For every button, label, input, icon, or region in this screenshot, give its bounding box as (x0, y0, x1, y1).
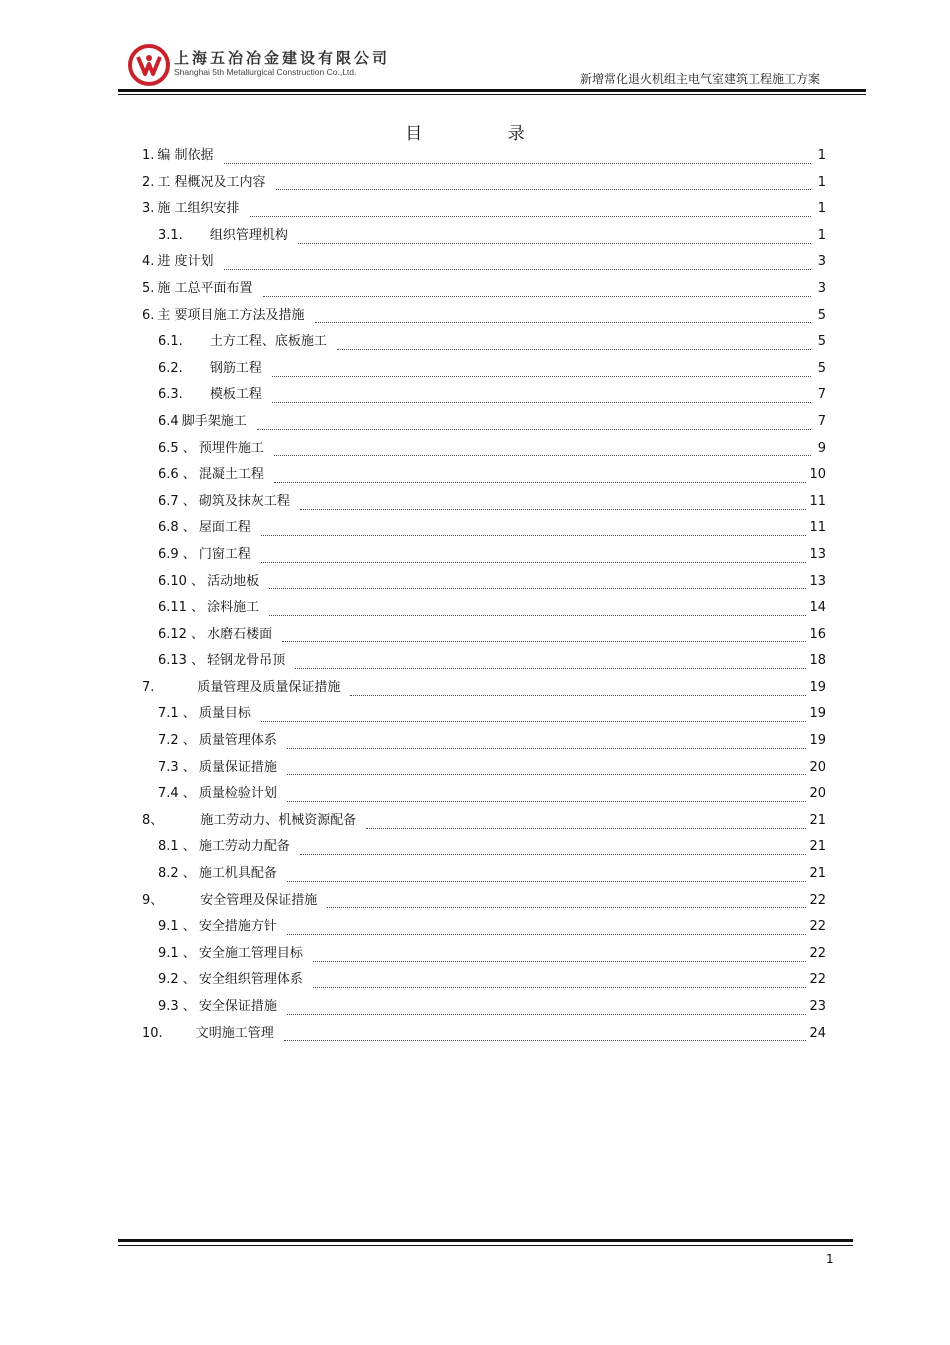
toc-entry[interactable] (142, 808, 826, 835)
toc-entry[interactable] (142, 382, 826, 409)
toc-title: 目 录 (405, 124, 565, 144)
toc-entry-number: 3.1. (158, 227, 183, 243)
toc-dot-leader (315, 314, 811, 323)
toc-entry[interactable] (142, 249, 826, 276)
toc-entry[interactable] (142, 994, 826, 1021)
toc-entry-number: 9.2 、 (158, 972, 196, 988)
toc-entry[interactable] (142, 409, 826, 436)
toc-entry-label: 安全保证措施 (198, 999, 277, 1014)
toc-entry-number: 8.1 、 (158, 839, 196, 855)
toc-dot-leader (287, 766, 807, 775)
toc-entry-page: 13 (809, 573, 826, 589)
company-name-en: Shanghai 5th Metallurgical Construction Co.,Ltd. (174, 67, 357, 77)
toc-entry-page: 1 (817, 227, 826, 243)
toc-entry-label: 质量管理体系 (198, 733, 277, 749)
toc-entry-number: 6.4 (158, 413, 179, 429)
toc-dot-leader (269, 607, 806, 616)
toc-entry[interactable] (142, 1021, 826, 1048)
toc-entry-page: 11 (809, 520, 826, 536)
toc-entry-number: 3. (142, 201, 155, 217)
toc-entry-page: 21 (809, 866, 826, 882)
toc-dot-leader (250, 208, 811, 217)
toc-entry-page: 7 (817, 387, 826, 403)
toc-entry-page: 7 (817, 413, 826, 429)
toc-entry-label: 安全措施方针 (198, 919, 277, 935)
toc-dot-leader (313, 953, 807, 962)
toc-entry-page: 3 (817, 280, 826, 296)
toc-entry-number: 8.2 、 (158, 866, 196, 882)
toc-entry[interactable] (142, 143, 826, 170)
page-header (0, 0, 950, 100)
toc-entry-label: 模板工程 (209, 387, 262, 403)
toc-entry-number: 6.2. (158, 360, 183, 376)
toc-entry-page: 21 (809, 839, 826, 855)
toc-entry-label: 水磨石楼面 (207, 626, 273, 642)
toc-entry-number: 6.7 、 (158, 493, 196, 509)
toc-entry[interactable] (142, 967, 826, 994)
toc-entry-label: 混凝土工程 (198, 467, 264, 483)
toc-entry[interactable] (142, 728, 826, 755)
toc-dot-leader (269, 580, 806, 589)
toc-dot-leader (300, 846, 807, 855)
toc-dot-leader (313, 979, 807, 988)
toc-entry[interactable] (142, 542, 826, 569)
toc-entry-page: 22 (809, 919, 826, 935)
toc-entry[interactable] (142, 755, 826, 782)
toc-entry[interactable] (142, 834, 826, 861)
toc-dot-leader (261, 554, 807, 563)
toc-entry[interactable] (142, 781, 826, 808)
toc-entry-label: 轻钢龙骨吊顶 (207, 653, 286, 669)
toc-dot-leader (287, 740, 807, 749)
toc-entry-label: 预埋件施工 (198, 440, 264, 456)
toc-dot-leader (287, 1006, 807, 1015)
toc-entry-label: 编 制依据 (157, 148, 214, 163)
toc-entry-page: 5 (817, 360, 826, 376)
toc-dot-leader (272, 394, 811, 403)
toc-entry-label: 施 工组织安排 (157, 201, 240, 217)
toc-entry-page: 23 (809, 999, 826, 1014)
toc-entry-label: 质量目标 (198, 706, 251, 722)
document-title: 新增常化退火机组主电气室建筑工程施工方案 (579, 72, 820, 86)
toc-entry-number: 5. (142, 280, 155, 296)
toc-entry-label: 安全施工管理目标 (198, 945, 303, 961)
toc-entry-page: 19 (809, 706, 826, 722)
toc-entry[interactable] (142, 329, 826, 356)
toc-entry[interactable] (142, 515, 826, 542)
toc-dot-leader (298, 235, 811, 244)
toc-entry-label: 主 要项目施工方法及措施 (157, 307, 305, 323)
toc-entry-page: 1 (817, 201, 826, 217)
toc-entry-number: 9.3 、 (158, 999, 196, 1014)
toc-entry-label: 组织管理机构 (209, 227, 288, 243)
toc-entry[interactable] (142, 914, 826, 941)
toc-entry-label: 施工劳动力配备 (198, 839, 290, 855)
toc-dot-leader (350, 687, 806, 696)
toc-entry[interactable] (142, 622, 826, 649)
toc-entry-number: 6. (142, 307, 155, 323)
toc-entry-number: 7.4 、 (158, 786, 196, 802)
toc-entry-page: 1 (817, 148, 826, 163)
toc-entry-page: 3 (817, 254, 826, 270)
toc-dot-leader (287, 873, 807, 882)
toc-entry-label: 质量管理及质量保证措施 (197, 679, 341, 695)
toc-dot-leader (276, 181, 811, 190)
toc-entry-number: 6.10 、 (158, 573, 205, 589)
company-logo-icon (128, 44, 170, 86)
toc-entry-page: 10 (809, 467, 826, 483)
toc-entry-label: 文明施工管理 (195, 1025, 274, 1041)
footer-rule-thick (118, 1239, 853, 1242)
toc-entry-page: 22 (809, 892, 826, 908)
toc-entry[interactable] (142, 941, 826, 968)
toc-entry-label: 施 工总平面布置 (157, 280, 253, 296)
toc-entry-label: 砌筑及抹灰工程 (198, 493, 290, 509)
toc-dot-leader (272, 368, 811, 377)
toc-entry-label: 活动地板 (207, 573, 260, 589)
toc-entry-page: 20 (809, 759, 826, 775)
toc-entry-number: 9.1 、 (158, 945, 196, 961)
toc-entry-page: 5 (817, 307, 826, 323)
toc-entry[interactable] (142, 276, 826, 303)
toc-entry-page: 5 (817, 334, 826, 350)
toc-entry-number: 8、 (142, 812, 164, 828)
toc-entry-page: 20 (809, 786, 826, 802)
toc-entry-number: 9、 (142, 892, 164, 908)
toc-dot-leader (366, 820, 806, 829)
toc-entry-label: 土方工程、底板施工 (209, 334, 327, 350)
toc-entry[interactable] (142, 648, 826, 675)
toc-entry-page: 1 (817, 174, 826, 190)
company-name-cn: 上海五冶冶金建设有限公司 (174, 49, 391, 67)
toc-entry-label: 进 度计划 (157, 254, 214, 270)
toc-entry-page: 21 (809, 812, 826, 828)
toc-entry[interactable] (142, 888, 826, 915)
toc-entry-number: 9.1 、 (158, 919, 196, 935)
toc-dot-leader (274, 474, 807, 483)
toc-entry-label: 安全管理及保证措施 (200, 892, 318, 908)
toc-entry-page: 16 (809, 626, 826, 642)
toc-entry-page: 19 (809, 679, 826, 695)
footer-rule-thin (118, 1245, 853, 1246)
toc-entry[interactable] (142, 701, 826, 728)
toc-dot-leader (224, 261, 811, 270)
table-of-contents (142, 143, 826, 1047)
toc-entry-page: 19 (809, 733, 826, 749)
toc-entry-number: 6.6 、 (158, 467, 196, 483)
toc-entry-number: 7.3 、 (158, 759, 196, 775)
toc-entry-page: 11 (809, 493, 826, 509)
toc-entry[interactable] (142, 462, 826, 489)
toc-dot-leader (287, 793, 807, 802)
toc-entry-page: 14 (809, 600, 826, 616)
toc-entry-page: 9 (817, 440, 826, 456)
toc-entry-label: 施工劳动力、机械资源配备 (200, 812, 357, 828)
toc-entry-label: 安全组织管理体系 (198, 972, 303, 988)
toc-entry-label: 屋面工程 (198, 520, 251, 536)
toc-dot-leader (295, 660, 806, 669)
toc-entry[interactable] (142, 356, 826, 383)
toc-entry-number: 6.1. (158, 334, 183, 350)
toc-dot-leader (274, 447, 811, 456)
toc-dot-leader (282, 633, 806, 642)
toc-entry-label: 质量保证措施 (198, 759, 277, 775)
toc-dot-leader (261, 713, 807, 722)
toc-entry-page: 24 (809, 1025, 826, 1041)
toc-entry[interactable] (142, 861, 826, 888)
toc-entry[interactable] (142, 489, 826, 516)
toc-dot-leader (337, 341, 811, 350)
toc-entry-number: 10. (142, 1025, 163, 1041)
toc-dot-leader (263, 288, 811, 297)
toc-entry-number: 6.8 、 (158, 520, 196, 536)
toc-entry-number: 7.2 、 (158, 733, 196, 749)
toc-entry[interactable] (142, 223, 826, 250)
toc-dot-leader (300, 501, 807, 510)
toc-dot-leader (224, 155, 811, 164)
toc-dot-leader (257, 421, 811, 430)
toc-entry-number: 6.3. (158, 387, 183, 403)
toc-entry-number: 7. (142, 679, 155, 695)
toc-entry-label: 脚手架施工 (181, 413, 247, 429)
toc-entry-page: 18 (809, 653, 826, 669)
toc-entry-label: 门窗工程 (198, 546, 251, 562)
toc-entry[interactable] (142, 303, 826, 330)
toc-dot-leader (284, 1032, 807, 1041)
page-number: 1 (826, 1252, 834, 1266)
toc-entry[interactable] (142, 436, 826, 463)
header-rule-thick (118, 89, 866, 92)
toc-entry-page: 22 (809, 972, 826, 988)
toc-entry[interactable] (142, 675, 826, 702)
toc-entry[interactable] (142, 569, 826, 596)
toc-entry-number: 6.9 、 (158, 546, 196, 562)
toc-entry-number: 6.5 、 (158, 440, 196, 456)
toc-entry-label: 钢筋工程 (209, 360, 262, 376)
toc-entry-number: 2. (142, 174, 155, 190)
toc-dot-leader (261, 527, 807, 536)
toc-entry[interactable] (142, 595, 826, 622)
toc-entry-number: 6.13 、 (158, 653, 205, 669)
toc-entry-page: 22 (809, 945, 826, 961)
toc-entry-number: 4. (142, 254, 155, 270)
toc-entry-page: 13 (809, 546, 826, 562)
toc-entry-number: 6.12 、 (158, 626, 205, 642)
toc-entry-number: 1. (142, 148, 155, 163)
toc-entry[interactable] (142, 196, 826, 223)
toc-entry-number: 7.1 、 (158, 706, 196, 722)
toc-entry[interactable] (142, 170, 826, 197)
toc-dot-leader (327, 899, 806, 908)
toc-entry-label: 工 程概况及工内容 (157, 174, 266, 190)
header-rule-thin (118, 94, 866, 95)
toc-entry-label: 施工机具配备 (198, 866, 277, 882)
toc-dot-leader (287, 926, 807, 935)
toc-entry-label: 质量检验计划 (198, 786, 277, 802)
toc-entry-number: 6.11 、 (158, 600, 205, 616)
toc-entry-label: 涂料施工 (207, 600, 260, 616)
